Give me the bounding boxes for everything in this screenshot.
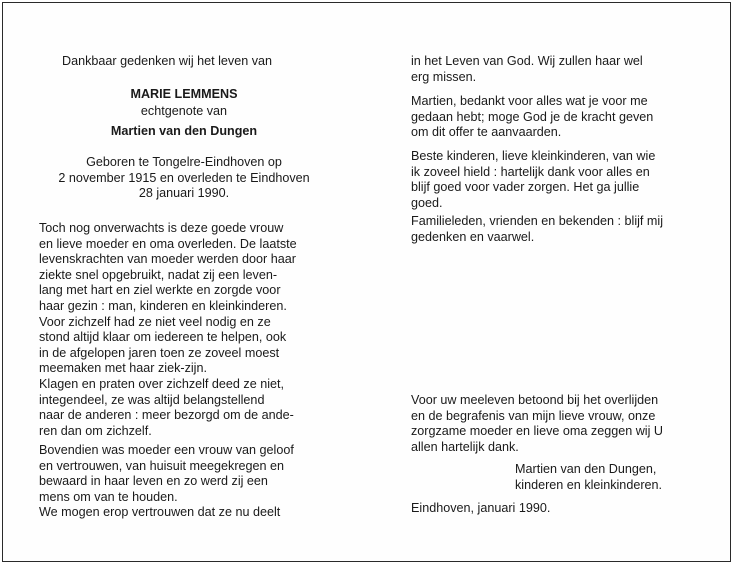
text-line: stond altijd klaar om iedereen te helpen, ook [39,330,287,345]
text-line: en de begrafenis van mijn lieve vrouw, onze [411,408,656,423]
paragraph-children [411,149,655,211]
text-line: Martien, bedankt voor alles wat je voor me [411,94,648,108]
text-line: allen hartelijk dank. [411,439,519,454]
text-line: We mogen erop vertrouwen dat ze nu deelt [39,505,281,520]
text-line: en lieve moeder en oma overleden. De laatste [39,236,297,251]
text-line: levenskrachten van moeder werden door haar [39,252,296,267]
text-line: mens om van te houden. [39,489,178,504]
deceased-name: MARIE LEMMENS [130,87,238,101]
text-line: in het Leven van God. Wij zullen haar wel [411,54,643,68]
text-line: haar gezin : man, kinderen en kleinkinderen. [39,298,287,313]
text-line: gedenken en vaarwel. [411,229,535,244]
relation-text: echtgenote van [140,104,228,118]
text-line: Toch nog onverwachts is deze goede vrouw [39,221,284,235]
text-line: ik zoveel hield : hartelijk dank voor alles en [411,164,650,179]
text-line: lang met hart en ziel werkte en zorgde voor [39,283,281,298]
text-line: blijf goed voor vader zorgen. Het ga jullie [411,180,640,195]
text-line: naar de anderen : meer bezorgd om de ande- [39,408,294,423]
text-line: zorgzame moeder en lieve oma zeggen wij U [411,424,663,439]
text-line: bewaard in haar leven en zo werd zij een [39,474,268,489]
text-line: Bovendien was moeder een vrouw van geloof [39,443,294,457]
birth-death-block [39,155,329,202]
text-line: in de afgelopen jaren toen ze zoveel moest [39,345,280,360]
text-line: gedaan hebt; moge God je de kracht geven [411,109,654,124]
text-line: ren dan om zichzelf. [39,423,152,438]
signature-line: kinderen en kleinkinderen. [515,477,663,492]
text-line: goed. [411,195,443,210]
birth-line: 28 januari 1990. [138,186,230,201]
text-line: Familieleden, vrienden en bekenden : blijf mij [411,214,664,228]
text-line: ziekte snel opgebruikt, nadat zij een leven- [39,267,278,282]
text-line: Voor uw meeleven betoond bij het overlijden [411,393,659,407]
paragraph-family [411,214,663,245]
text-line: en vertrouwen, van huisuit meegekregen en [39,458,285,473]
intro-text: Dankbaar gedenken wij het leven van [62,54,273,68]
memorial-card [2,2,731,562]
paragraph-martien [411,94,653,141]
text-line: Beste kinderen, lieve kleinkinderen, van wie [411,149,656,163]
text-line: Klagen en praten over zichzelf deed ze niet, [39,376,285,391]
text-line: erg missen. [411,69,477,84]
text-line: integendeel, ze was altijd belangstellend [39,392,265,407]
birth-line: 2 november 1915 en overleden te Eindhoven [58,170,310,185]
signature-line: Martien van den Dungen, [515,462,657,476]
paragraph-god [411,54,643,85]
text-line: Voor zichzelf had ze niet veel nodig en ze [39,314,271,329]
birth-line: Geboren te Tongelre-Eindhoven op [86,155,282,169]
thanks-paragraph [411,393,663,455]
paragraph-faith [39,443,294,521]
paragraph-life [39,221,297,439]
spouse-name: Martien van den Dungen [110,124,258,138]
text-line: om dit offer te aanvaarden. [411,125,562,140]
signature-block [515,462,662,493]
text-line: meemaken met haar ziek-zijn. [39,361,207,376]
place-date: Eindhoven, januari 1990. [411,501,551,515]
